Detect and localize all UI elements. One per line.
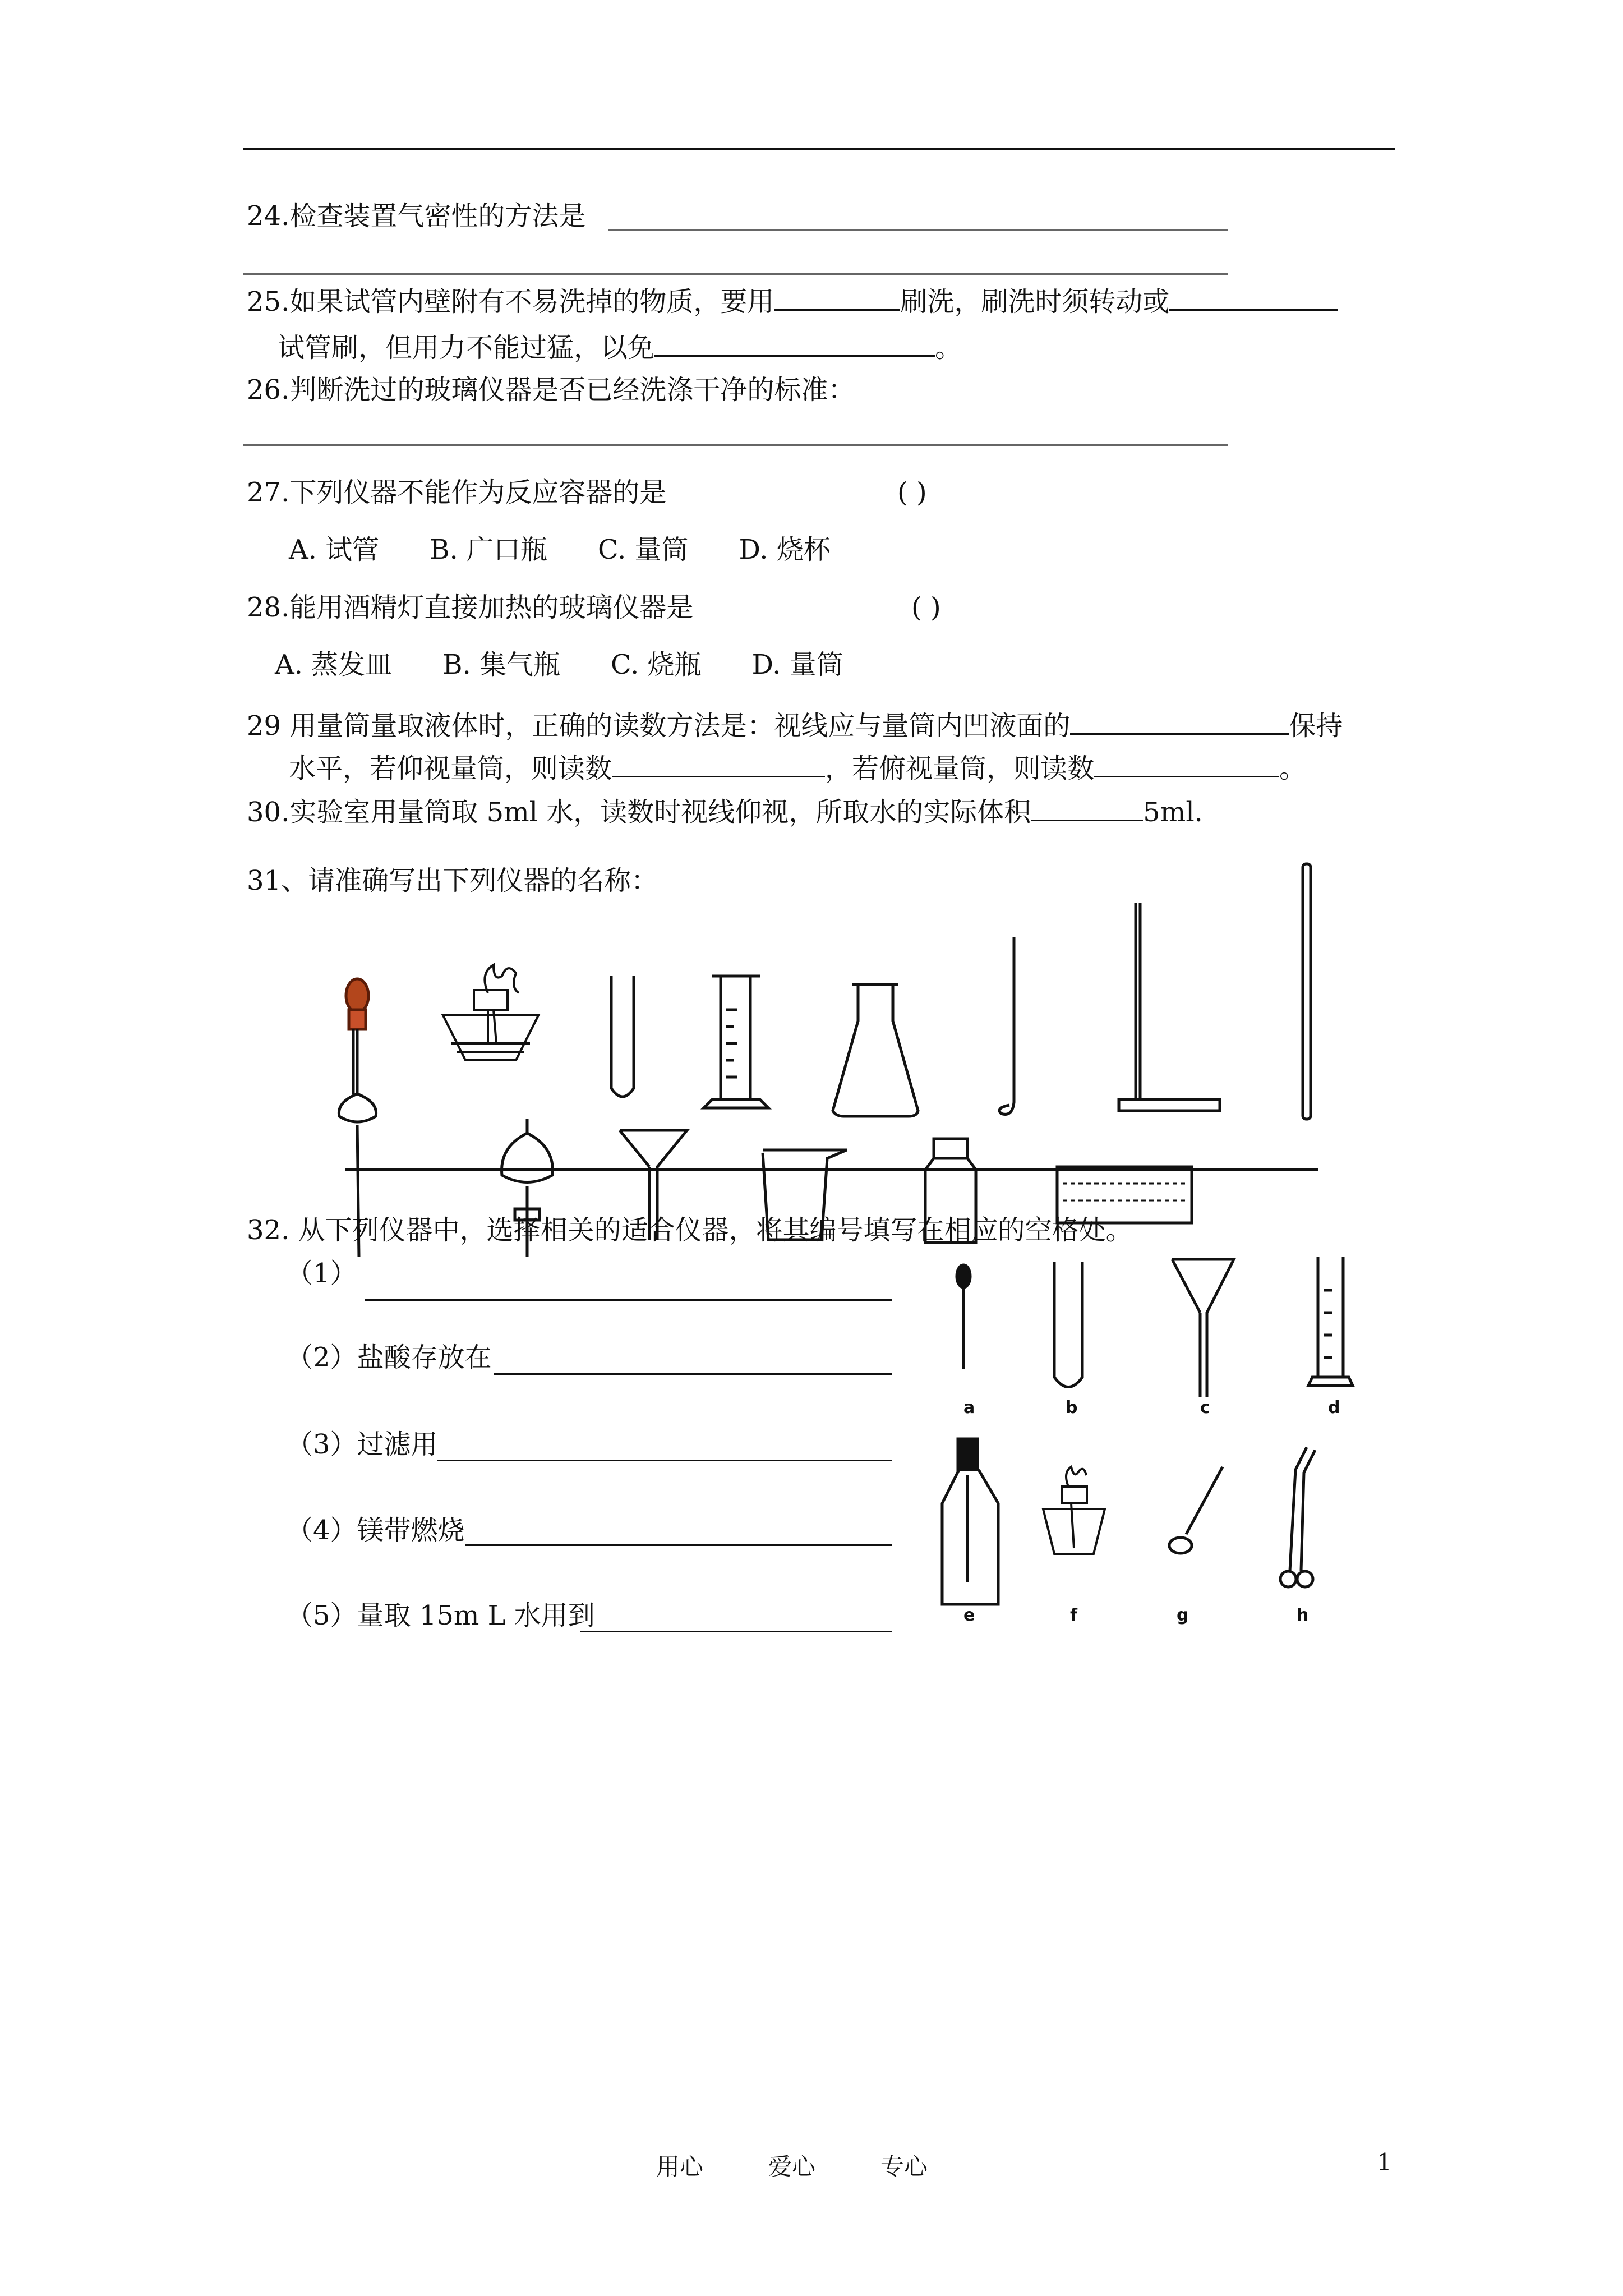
question-32-text: 32. 从下列仪器中，选择相关的适合仪器，将其编号填写在相应的空格处。 [247, 1214, 1133, 1246]
alcohol-lamp-icon [443, 965, 538, 1060]
measuring-cylinder-icon [704, 976, 768, 1108]
q28-option-d[interactable]: D. 量筒 [751, 649, 843, 680]
label-d: d [1328, 1398, 1340, 1418]
q32-item-3: （3）过滤用 [286, 1429, 438, 1460]
footer-motto-1: 用心 [656, 2153, 704, 2180]
q25-text-b: 刷洗，刷洗时须转动或 [900, 286, 1170, 318]
funnel-c-icon [1172, 1259, 1234, 1397]
q28-option-a[interactable]: A. 蒸发皿 [275, 649, 393, 680]
iron-stand-icon [1119, 903, 1220, 1111]
q28-option-c[interactable]: C. 烧瓶 [610, 649, 702, 680]
funnel-icon [620, 1130, 687, 1240]
label-c: c [1200, 1398, 1210, 1418]
q27-option-d[interactable]: D. 烧杯 [739, 534, 831, 565]
q28-answer-paren[interactable]: ( ) [911, 592, 941, 623]
q25-text-a: 25.如果试管内壁附有不易洗掉的物质，要用 [247, 286, 774, 318]
question-27-text: 27.下列仪器不能作为反应容器的是 [247, 477, 667, 508]
footer-motto-2: 爱心 [768, 2153, 816, 2180]
beaker-icon [763, 1150, 847, 1240]
q25-text-d: 。 [935, 332, 962, 364]
q29-text-b: 保持 [1289, 710, 1343, 742]
label-g: g [1177, 1605, 1189, 1625]
q32-item-1: （1） [286, 1258, 357, 1289]
crucible-tongs-h-icon [1280, 1447, 1315, 1587]
q29-text-e: 。 [1279, 753, 1307, 784]
q29-text-a: 29 用量筒量取液体时，正确的读数方法是：视线应与量筒内凹液面的 [247, 710, 1071, 742]
footer-motto-3: 专心 [880, 2153, 928, 2180]
reagent-bottle-icon [925, 1139, 976, 1243]
separatory-funnel-icon [502, 1119, 553, 1257]
question-28-text: 28.能用酒精灯直接加热的玻璃仪器是 [247, 592, 694, 623]
spatula-g-icon [1169, 1467, 1223, 1553]
q30-text-a: 30.实验室用量筒取 5ml 水，读数时视线仰视，所取水的实际体积 [247, 797, 1031, 828]
q32-item-5: （5）量取 15m L 水用到 [286, 1600, 595, 1631]
q28-option-b[interactable]: B. 集气瓶 [442, 649, 560, 680]
measuring-cylinder-d-icon [1308, 1257, 1353, 1386]
q27-option-b[interactable]: B. 广口瓶 [430, 534, 547, 565]
question-24-text: 24.检查装置气密性的方法是 [247, 200, 586, 232]
alcohol-lamp-f-icon [1043, 1467, 1105, 1554]
dropper-bottle-e-icon [942, 1439, 998, 1604]
label-h: h [1297, 1605, 1309, 1625]
test-tube-b-icon [1054, 1262, 1082, 1387]
label-e: e [963, 1605, 975, 1625]
glass-rod-icon [1303, 864, 1311, 1119]
question-31-text: 31、请准确写出下列仪器的名称： [247, 865, 658, 896]
question-26-text: 26.判断洗过的玻璃仪器是否已经洗涤干净的标准： [247, 374, 855, 406]
glass-rod-spoon-icon [999, 937, 1014, 1114]
test-tube-icon [611, 976, 634, 1097]
q32-item-2: （2）盐酸存放在 [286, 1342, 492, 1373]
q29-text-c: 水平，若仰视量筒，则读数 [289, 753, 612, 784]
q27-option-c[interactable]: C. 量筒 [597, 534, 689, 565]
q29-text-d: ，若俯视量筒，则读数 [825, 753, 1095, 784]
water-trough-icon [1057, 1167, 1192, 1223]
label-b: b [1066, 1398, 1078, 1418]
q30-text-b: 5ml. [1143, 797, 1203, 828]
q27-option-a[interactable]: A. 试管 [289, 534, 380, 565]
conical-flask-icon [833, 984, 918, 1116]
label-a: a [963, 1398, 975, 1418]
label-f: f [1070, 1605, 1078, 1625]
page-number: 1 [1377, 2148, 1392, 2176]
dropper-icon [339, 979, 376, 1257]
q27-answer-paren[interactable]: ( ) [897, 477, 927, 508]
q25-text-c: 试管刷，但用力不能过猛，以免 [278, 332, 655, 364]
dropper-a-icon [957, 1265, 970, 1369]
q32-item-4: （4）镁带燃烧 [286, 1515, 465, 1546]
